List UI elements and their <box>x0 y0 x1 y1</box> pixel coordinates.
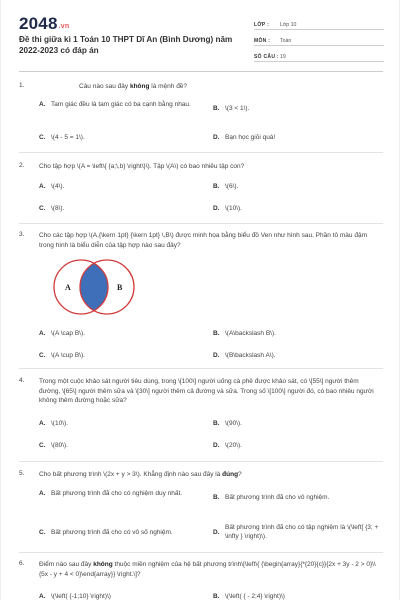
question-number: 3. <box>19 231 25 238</box>
meta-value: Toán <box>280 38 292 44</box>
option-d[interactable]: D. \(B\backslash A\). <box>213 352 276 359</box>
option-d[interactable]: D. Bạn học giỏi quá! <box>213 134 276 141</box>
question-divider <box>19 552 383 553</box>
meta-value: 19 <box>280 54 286 60</box>
question-number: 6. <box>19 560 25 567</box>
site-logo[interactable]: 2048.vn <box>19 14 70 33</box>
option-a[interactable]: A. \(\left( {-1;10} \right)\) <box>39 593 111 600</box>
option-c[interactable]: C. Bất phương trình đã cho có vô số nghiệm. <box>39 529 173 536</box>
meta-label: LỚP : <box>254 22 270 28</box>
option-d[interactable]: D. \(20\). <box>213 442 242 449</box>
option-c[interactable]: C. \(4 - 5 = 1\). <box>39 134 85 141</box>
option-b[interactable]: B. \(A\backslash B\). <box>213 330 276 337</box>
question-text: Trong một cuộc khảo sát người tiêu dùng, trong \[100\] người uống cà phê được khảo sát, có \[55\] người thêm đường, \[65\] người thêm sữa và \[30\] người thêm cả đường và sữa. Trong số \[100\] người đó, có bao nhiêu người không thêm đường hoặc sữa? <box>39 378 374 404</box>
meta-subject-row <box>254 32 384 46</box>
option-b[interactable]: B. Bất phương trình đã cho vô nghiệm. <box>213 494 330 501</box>
question-number: 2. <box>19 162 25 169</box>
meta-label: SỐ CÂU : <box>254 54 279 60</box>
question-6 <box>19 560 383 600</box>
document-header <box>19 12 384 68</box>
venn-label-b: B <box>117 283 123 292</box>
header-divider <box>19 71 383 72</box>
question-number: 4. <box>19 377 25 384</box>
meta-class-row <box>254 16 384 30</box>
option-a[interactable]: A. \(10\). <box>39 420 68 427</box>
option-d[interactable]: D. \(10\). <box>213 205 242 212</box>
option-a[interactable]: A. Bất phương trình đã cho có nghiệm duy nhất. <box>39 490 183 497</box>
option-d[interactable]: D. Bất phương trình đã cho có tập nghiệm là \(\left[ {3; + \infty } \right)\). <box>213 524 379 540</box>
meta-label: MÔN : <box>254 38 271 44</box>
question-text: Câu nào sau đây không là mệnh đề? <box>79 83 188 90</box>
option-b[interactable]: B. \(\left( { - 2;4} \right)\) <box>213 593 285 600</box>
question-number: 5. <box>19 470 25 477</box>
question-5 <box>19 470 383 555</box>
option-c[interactable]: C. \(A \cup B\). <box>39 352 85 359</box>
question-divider <box>19 152 383 153</box>
question-4 <box>19 377 383 457</box>
question-divider <box>19 223 383 224</box>
question-text: Cho tập hợp \(A = \left\{ {a;\,b} \right\}\). Tập \(A\) có bao nhiêu tập con? <box>39 163 245 170</box>
question-1 <box>19 82 383 152</box>
meta-value: Lớp 10 <box>280 22 297 28</box>
option-a[interactable]: A. Tam giác đều là tam giác có ba cạnh bằng nhau. <box>39 101 191 108</box>
question-text: Điểm nào sau đây không thuộc miền nghiệm của hệ bất phương trình\[\left\{ {\begin{array}{*{20}{c}}{2x + 3y - 2 > 0}\\{5x - y + 4 < 0}\end{array}} \right.\]? <box>39 561 376 578</box>
question-text: Cho bất phương trình \(2x + y > 3\). Khẳng định nào sau đây là đúng? <box>39 471 242 478</box>
option-a[interactable]: A. \(4\). <box>39 183 65 190</box>
venn-diagram <box>39 257 149 317</box>
exam-meta <box>254 16 384 64</box>
option-b[interactable]: B. \(90\). <box>213 420 242 427</box>
page-title: Đề thi giữa kì 1 Toán 10 THPT Dĩ An (Bình Dương) năm 2022-2023 có đáp án <box>19 35 233 55</box>
question-divider <box>19 368 383 369</box>
option-b[interactable]: B. \(3 < 1\). <box>213 105 250 112</box>
question-2 <box>19 162 383 222</box>
question-divider <box>19 461 383 462</box>
option-c[interactable]: C. \(80\). <box>39 442 68 449</box>
option-b[interactable]: B. \(6\). <box>213 183 239 190</box>
question-3 <box>19 231 383 371</box>
venn-label-a: A <box>65 283 71 292</box>
question-number: 1. <box>19 82 25 89</box>
question-text: Cho các tập hợp \(A,{\kern 1pt} {\kern 1pt} \,B\) được minh họa bằng biểu đồ Ven như hình sau. Phần tô màu đậm trong hình là biểu diễn của tập hợp nào sau đây? <box>39 232 367 249</box>
option-a[interactable]: A. \(A \cap B\). <box>39 330 85 337</box>
option-c[interactable]: C. \(8\). <box>39 205 65 212</box>
meta-count-row <box>254 48 384 62</box>
